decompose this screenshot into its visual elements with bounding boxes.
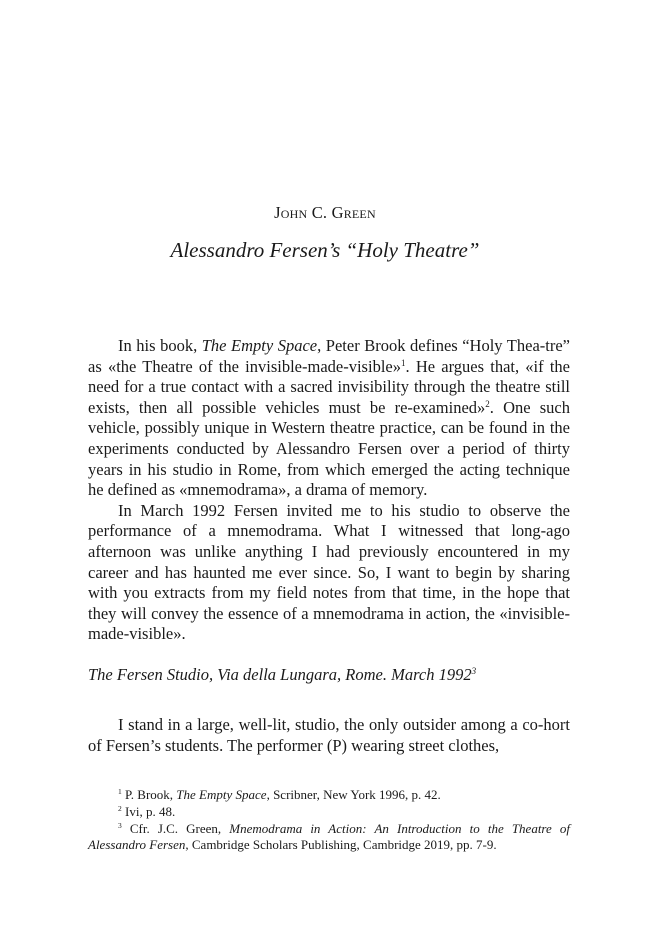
footnote-1 bbox=[88, 787, 570, 804]
intro-p1-text-b: , Peter Brook defines “Holy Thea-tre” as «the Theatre of the invisible-made-visible» bbox=[88, 336, 570, 376]
footnote-2 bbox=[88, 804, 570, 821]
author-middle: C. bbox=[307, 203, 332, 222]
book-title: The Empty Space bbox=[201, 336, 318, 355]
author-last-rest: reen bbox=[343, 203, 376, 222]
footnote-number: 1 bbox=[118, 787, 122, 796]
footnote-italic: Mnemodrama in Action: An Introduction to the Theatre of Alessandro Fersen bbox=[88, 820, 570, 853]
intro-p1-text-d: . One such vehicle, possibly unique in Western theatre practice, can be found in the experiments conducted by Alessandro Fersen over a period of thirty years in his studio in Rome, from which emerged the acting technique he defined as «mnemodrama», a drama of memory. bbox=[88, 397, 570, 500]
footnote-ref-1: 1 bbox=[400, 357, 406, 368]
footnote-3 bbox=[88, 821, 570, 855]
intro-p1-text-a: In his book, bbox=[118, 336, 202, 355]
footnotes bbox=[88, 787, 570, 854]
footnote-number: 3 bbox=[118, 820, 122, 830]
author-first-rest: ohn bbox=[280, 203, 308, 222]
footnote-number: 2 bbox=[118, 803, 122, 813]
intro-text bbox=[88, 336, 570, 645]
footnote-text: , Scribner, New York 1996, p. 42. bbox=[266, 787, 441, 802]
footnote-text: Ivi, p. 48. bbox=[125, 803, 176, 819]
author-name bbox=[0, 203, 650, 223]
footnote-ref-2: 2 bbox=[485, 398, 490, 409]
intro-p1-text-c: . He argues that, «if the need for a true contact with a sacred invisibility through the theatre still exists, then all possible vehicles must be re-examined» bbox=[88, 356, 571, 417]
footnote-text: P. Brook, bbox=[125, 787, 177, 802]
section-paragraph-1: I stand in a large, well-lit, studio, the only outsider among a co-hort of Fersen’s students. The performer (P) wearing street clothes, bbox=[88, 715, 570, 755]
intro-paragraph-2: In March 1992 Fersen invited me to his studio to observe the performance of a mnemodrama. What I witnessed that long-ago afternoon was unlike anything I had previously encountered in my career and has haunted me ever since. So, I want to begin by sharing with you extracts from my field notes from that time, in the hope that they will convey the essence of a mnemodrama in action, the «invisible-made-visible». bbox=[88, 500, 570, 644]
author-last-initial: G bbox=[331, 203, 344, 222]
section-heading-text: The Fersen Studio, Via della Lungara, Rome. March 1992 bbox=[88, 665, 472, 684]
intro-paragraph-1 bbox=[88, 336, 570, 501]
footnote-ref-3: 3 bbox=[471, 666, 477, 676]
footnote-text: Cfr. J.C. Green, bbox=[129, 820, 230, 836]
footnote-italic: The Empty Space bbox=[176, 787, 267, 802]
section-text bbox=[88, 715, 570, 756]
author-first-initial: J bbox=[274, 203, 281, 222]
section-heading bbox=[88, 665, 570, 685]
article-title: Alessandro Fersen’s “Holy Theatre” bbox=[170, 238, 480, 262]
footnote-text: , Cambridge Scholars Publishing, Cambridge 2019, pp. 7-9. bbox=[185, 837, 497, 853]
